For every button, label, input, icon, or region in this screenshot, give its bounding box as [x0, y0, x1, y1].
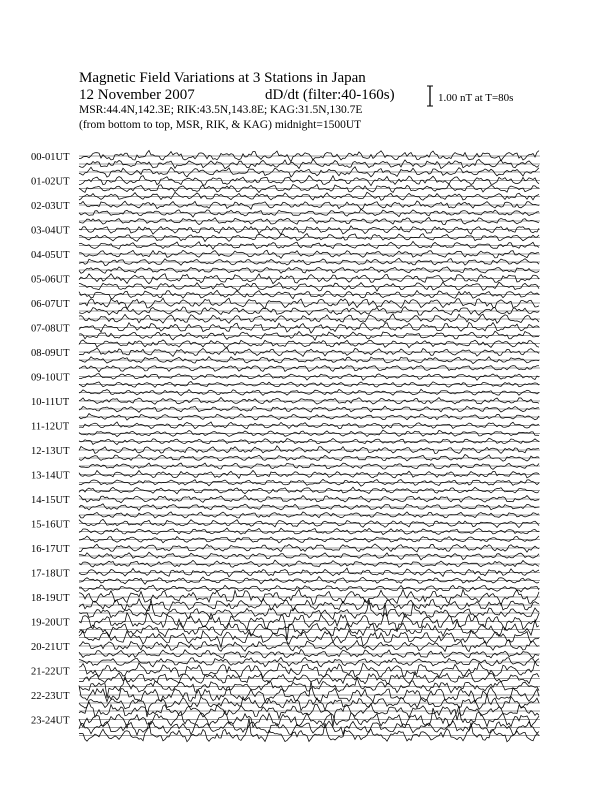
trace-line [79, 406, 539, 412]
trace-line [79, 322, 539, 333]
trace-line [79, 630, 539, 647]
trace-line [79, 226, 539, 235]
station-coordinates: MSR:44.4N,142.3E; RIK:43.5N,143.8E; KAG:31.5N,130.7E [79, 104, 363, 116]
hour-label: 14-15UT [31, 495, 70, 506]
hour-label: 11-12UT [31, 421, 70, 433]
hour-row-18-19UT [31, 589, 540, 619]
trace-line [79, 184, 539, 193]
hour-label: 10-11UT [31, 397, 70, 408]
hour-row-09-10UT [31, 373, 540, 396]
hour-label: 17-18UT [31, 568, 70, 580]
trace-line [79, 331, 539, 340]
hour-label: 15-16UT [31, 519, 70, 531]
hour-row-02-03UT [31, 201, 540, 225]
trace-line [79, 340, 539, 348]
hour-row-12-13UT [31, 446, 540, 470]
hour-row-13-14UT [31, 471, 540, 494]
hour-row-04-05UT [31, 250, 540, 273]
hour-label: 02-03UT [31, 201, 70, 212]
trace-line [79, 298, 539, 309]
quantity-label: dD/dt (filter:40-160s) [265, 87, 395, 103]
hour-label: 22-23UT [31, 691, 70, 702]
hour-label: 09-10UT [31, 372, 70, 384]
chart-title: Magnetic Field Variations at 3 Stations in Japan [79, 70, 366, 86]
hour-row-19-20UT [31, 603, 540, 647]
trace-line [79, 463, 539, 469]
hour-label: 12-13UT [31, 446, 70, 457]
hour-row-10-11UT [31, 397, 540, 420]
hour-row-03-04UT [31, 226, 540, 250]
hour-row-08-09UT [31, 348, 540, 372]
hour-label: 20-21UT [31, 642, 70, 653]
trace-line [79, 374, 539, 381]
trace-line [79, 479, 539, 486]
hour-label: 04-05UT [31, 250, 70, 261]
hour-row-05-06UT [31, 274, 540, 299]
trace-line [79, 560, 539, 567]
hour-row-14-15UT [31, 495, 540, 518]
hour-label: 06-07UT [31, 299, 70, 310]
hour-label: 07-08UT [31, 323, 70, 335]
hour-row-17-18UT [31, 568, 540, 592]
scale-bar [427, 86, 433, 106]
hour-label: 00-01UT [31, 152, 70, 163]
hour-row-15-16UT [31, 519, 540, 543]
trace-line [79, 446, 539, 454]
hour-row-00-01UT [31, 151, 540, 178]
hour-label: 23-24UT [31, 715, 70, 727]
hour-label: 03-04UT [31, 225, 70, 237]
hour-label: 05-06UT [31, 274, 70, 286]
hour-row-16-17UT [31, 544, 540, 567]
hour-label: 16-17UT [31, 544, 70, 555]
trace-order-note: (from bottom to top, MSR, RIK, & KAG) midnight=1500UT [79, 119, 362, 131]
trace-line [79, 662, 539, 678]
date-label: 12 November 2007 [79, 87, 195, 103]
scale-bar-label: 1.00 nT at T=80s [438, 92, 514, 104]
hour-row-22-23UT [31, 682, 540, 727]
trace-line [79, 366, 539, 372]
hour-row-20-21UT [31, 640, 540, 667]
trace-line [79, 274, 539, 284]
hour-label: 19-20UT [31, 617, 70, 629]
trace-line [79, 250, 539, 258]
trace-line [79, 718, 539, 741]
hour-label: 01-02UT [31, 176, 70, 188]
hour-label: 13-14UT [31, 470, 70, 482]
hour-label: 08-09UT [31, 348, 70, 359]
hour-row-21-22UT [31, 662, 540, 698]
hour-label: 18-19UT [31, 593, 70, 604]
hour-label: 21-22UT [31, 666, 70, 678]
hour-row-11-12UT [31, 422, 540, 445]
hour-row-01-02UT [31, 176, 540, 201]
hour-row-07-08UT [31, 322, 540, 347]
hour-rows [31, 151, 540, 742]
trace-line [79, 241, 539, 249]
hour-row-06-07UT [31, 298, 540, 323]
